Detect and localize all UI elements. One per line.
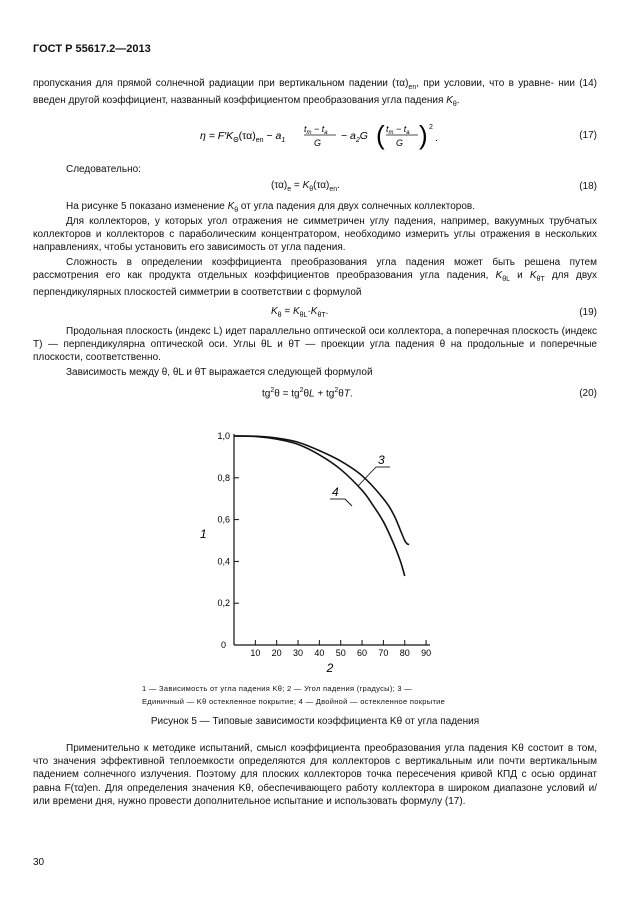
y-tick-label: 0,2 (217, 598, 230, 609)
leader-line-4b (345, 499, 352, 506)
svg-text:(: ( (376, 121, 385, 150)
equation-19-number: (19) (579, 307, 597, 318)
document-header: ГОСТ Р 55617.2—2013 (33, 43, 151, 55)
paragraph-asymmetric: Для коллекторов, у которых угол отражения не симметричен углу падения, например, вакуумных трубчатых коллекторов и коллекторов с параболическим концентратором, необходимо измерить углы отражения в нескольких направлениях, чтобы установить его зависимость от угла падения. (33, 216, 597, 254)
paragraph-planes: Продольная плоскость (индекс L) идет параллельно оптической оси коллектора, а поперечная плоскость (индекс T) — перпендикулярна оптической оси. Углы θL и θT — проекции угла падения θ на продольные и поперечные плоскости, соответственно. (33, 326, 597, 364)
series-label-3: 3 (378, 453, 385, 467)
paragraph-test-method: Применительно к методике испытаний, смысл коэффициента преобразования угла падения Kθ состоит в том, что значения эффективной теплоемкости определяются для коллекторов с вертикальным или почти вертикальным падением солнечного излучения. Поэтому для плоских коллекторов точка пересечения кривой КПД с осью ординат равна F(τα)en. Для определения значения Kθ, обеспечивающего работу коллектора в широком диапазоне условий и/или времени дня, нужно провести дополнительное испытание и использовать формулу (17). (33, 743, 597, 807)
eq17-text: $\eta = F'K_\Theta(\tau\alpha)_{en} - a_1$ (200, 130, 286, 144)
svg-text:G: G (396, 138, 404, 148)
equation-19: $K_\theta = K_{\theta L}\cdot K_{\theta T}$. (271, 306, 329, 319)
x-tick-label: 80 (399, 648, 410, 658)
y-axis-label: 1 (200, 527, 207, 541)
equation-17-svg (200, 121, 440, 153)
chart-axes (234, 434, 430, 645)
leader-line-3 (358, 467, 376, 486)
equation-17-number: (17) (579, 130, 597, 141)
figure-caption: Рисунок 5 — Типовые зависимости коэффициента Kθ от угла падения (150, 716, 480, 727)
x-tick-label: 90 (421, 648, 432, 658)
equation-20: $tg^2\theta = tg^2\theta L + tg^2\theta T$. (262, 387, 353, 400)
x-tick-label: 40 (314, 648, 325, 658)
svg-text:.: . (435, 132, 438, 144)
x-tick-label: 50 (335, 648, 346, 658)
series-label-4: 4 (332, 485, 339, 499)
x-tick-label: 30 (293, 648, 304, 658)
paragraph-figure-ref: На рисунке 5 показано изменение $K_\theta$ от угла падения для двух солнечных коллекторов. (66, 201, 476, 214)
equation-17 (200, 121, 440, 156)
y-tick-label: 0,4 (217, 556, 230, 567)
svg-text:): ) (419, 121, 428, 150)
x-tick-label: 10 (250, 648, 261, 658)
y-tick-label: 0,8 (217, 472, 230, 483)
x-tick-label: 60 (357, 648, 368, 658)
x-tick-label: 20 (271, 648, 282, 658)
equation-18-number: (18) (579, 181, 597, 192)
svg-text:G: G (314, 138, 322, 148)
paragraph-intro: пропускания для прямой солнечной радиации при вертикальном падении $(\tau\alpha)_{en}$, при условии, что в уравне- нии (14) введен другой коэффициент, названный коэффициентом преобразования угла падения $K_\theta$. (33, 78, 597, 109)
svg-text:− a2G: − $a_2G$ (341, 130, 368, 144)
y-tick-label: 0,6 (217, 514, 230, 525)
paragraph-relation: Зависимость между θ, θL и θT выражается следующей формулой (66, 367, 373, 378)
chart-ticks (217, 431, 431, 658)
consequently-label: Следовательно: (66, 164, 141, 175)
svg-text:tm − ta: $t_m - t_a$ (386, 124, 410, 136)
eq17-num1: $t_m - t_a$ (304, 124, 328, 136)
figure-legend: 1 — Зависимость от угла падения Kθ; 2 — Угол падения (градусы); 3 — Единичный — Kθ остекленное покрытие; 4 — Двойной — остекленное покрытие (142, 684, 446, 706)
page-number: 30 (33, 857, 45, 868)
incidence-angle-chart (190, 420, 450, 678)
paragraph-complexity: Сложность в определении коэффициента преобразования угла падения может быть решена путем рассмотрения его как продукта отдельных коэффициентов преобразования угла падения, $K_{\theta L}$ и $K_{\theta T}$ для двух перпендикулярных плоскостей симметрии в соответствии с формулой (33, 257, 597, 299)
svg-text:2: 2 (429, 124, 433, 131)
equation-18: $(\tau\alpha)_e = K_\theta(\tau\alpha)_{en}$. (271, 180, 340, 193)
origin-label: 0 (220, 640, 226, 650)
y-tick-label: 1,0 (217, 431, 230, 441)
x-tick-label: 70 (378, 648, 389, 658)
x-axis-label: 2 (326, 661, 334, 675)
equation-20-number: (20) (579, 388, 597, 399)
